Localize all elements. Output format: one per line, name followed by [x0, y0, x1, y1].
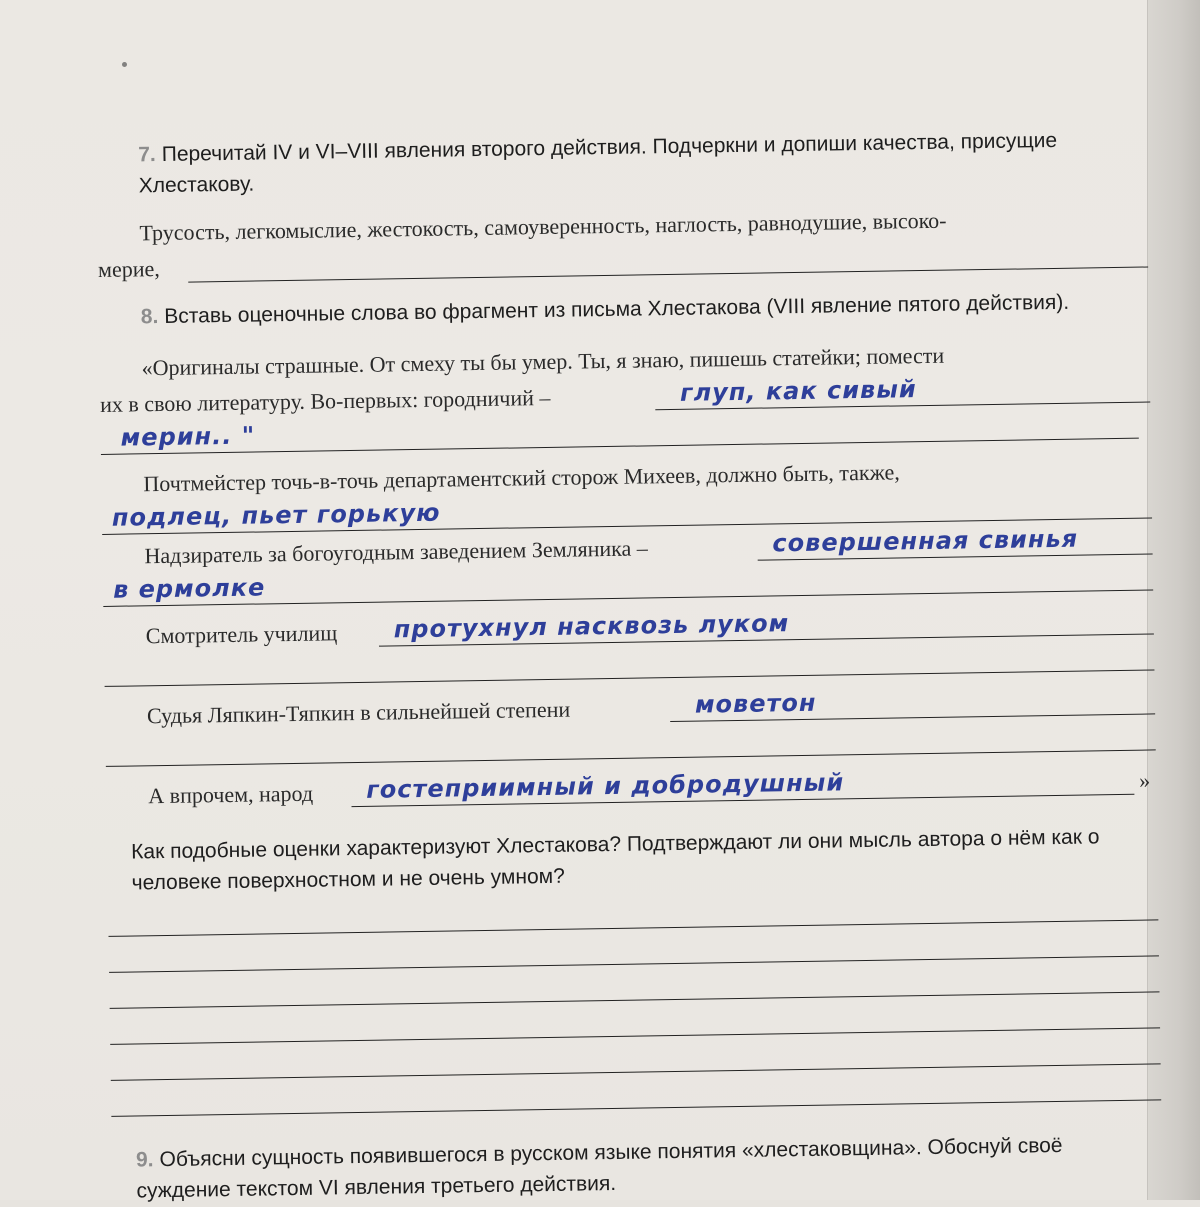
- handwritten-answer-8: гостеприимный и добродушный: [366, 768, 845, 804]
- letter-text-3: Почтмейстер точь-в-точь департаментский сторож Михеев, должно быть, также,: [143, 459, 900, 497]
- handwritten-answer-3: подлец, пьет горькую: [111, 498, 441, 532]
- letter-text-5: Смотритель училищ: [145, 620, 338, 649]
- task-8-text: Вставь оценочные слова во фрагмент из письма Хлестакова (VIII явление пятого действия).: [164, 290, 1070, 328]
- task-7-text: Перечитай IV и VI–VIII явления второго действия. Подчеркни и допиши качества, присущие Хлестакову.: [138, 128, 1058, 198]
- task-9-text: Объясни сущность появившегося в русском языке понятия «хлестаковщина». Обоснуй своё суждение текстом VI явления третьего действия.: [136, 1133, 1063, 1203]
- letter-closing-quote: »: [1138, 767, 1151, 793]
- ink-dot: [122, 62, 127, 67]
- letter-text-4: Надзиратель за богоугодным заведением Земляника –: [144, 535, 648, 569]
- letter-text-1: «Оригиналы страшные. От смеху ты бы умер. Ты, я знаю, пишешь статейки; помести: [141, 342, 945, 381]
- task-9-number: 9.: [135, 1148, 154, 1172]
- handwritten-answer-5: в ермолке: [112, 573, 266, 604]
- handwritten-answer-7: моветон: [694, 688, 817, 719]
- task-8-question-text: Как подобные оценки характеризуют Хлестакова? Подтверждают ли они мысль автора о нём как о человеке поверхностном и не очень умном?: [131, 825, 1100, 895]
- worksheet-content: [96, 124, 1163, 1207]
- task-8-number: 8.: [140, 305, 159, 329]
- handwritten-answer-1: глуп, как сивый: [679, 375, 917, 407]
- letter-text-2: их в свою литературу. Во-первых: городничий –: [99, 384, 551, 417]
- letter-text-7: А впрочем, народ: [148, 780, 314, 809]
- task-7-number: 7.: [138, 143, 156, 167]
- letter-text-6: Судья Ляпкин-Тяпкин в сильнейшей степени: [146, 696, 571, 729]
- task-7-qualities: Трусость, легкомыслие, жестокость, самоуверенность, наглость, равнодушие, высоко-: [139, 207, 947, 246]
- handwritten-answer-6: протухнул насквозь луком: [393, 609, 790, 644]
- handwritten-answer-4: совершенная свинья: [772, 524, 1079, 558]
- handwritten-answer-2: мерин.. ": [120, 421, 256, 452]
- task-7-qualities-end: мерие,: [97, 256, 160, 282]
